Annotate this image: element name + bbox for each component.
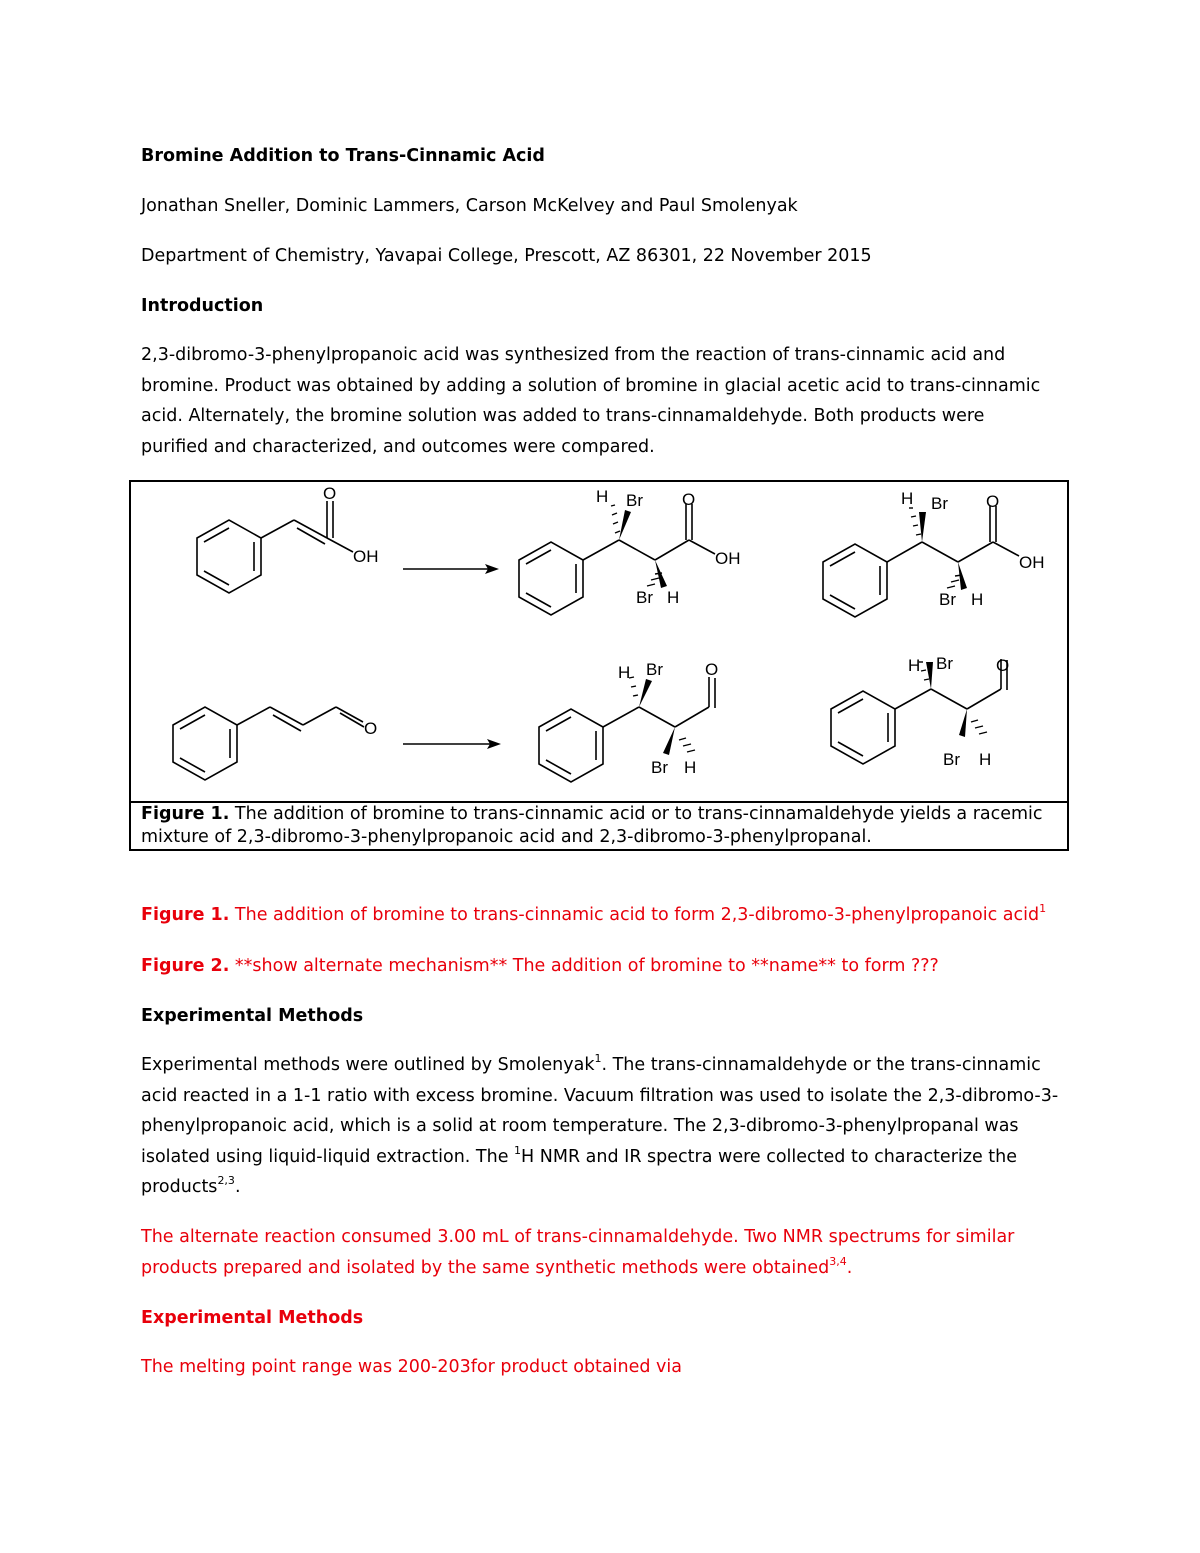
atom-label-h: H: [979, 750, 992, 769]
atom-label-br: Br: [626, 491, 643, 510]
atom-label-br: Br: [943, 750, 960, 769]
red-figure-2-caption: Figure 2. **show alternate mechanism** The addition of bromine to **name** to form ???: [141, 956, 939, 976]
atom-label-h: H: [971, 590, 984, 609]
atom-label-h: H: [901, 489, 914, 508]
caption-text: mixture of 2,3-dibromo-3-phenylpropanoic acid and 2,3-dibromo-3-phenylpropanal.: [141, 827, 872, 847]
authors: Jonathan Sneller, Dominic Lammers, Carson McKelvey and Paul Smolenyak: [141, 196, 798, 216]
atom-label-o: O: [323, 484, 337, 503]
introduction-heading: Introduction: [141, 296, 264, 316]
intro-line: bromine. Product was obtained by adding a solution of bromine in glacial acetic acid to trans-cinnamic: [141, 375, 1041, 396]
atom-label-br: Br: [636, 588, 653, 607]
red-paragraph: The alternate reaction consumed 3.00 mL of trans-cinnamaldehyde. Two NMR spectrums for similar products prepared and isolated by the same synthetic methods were obtained$^{3,4}$.: [141, 1227, 1015, 1278]
red-figure-1-caption: Figure 1. The addition of bromine to trans-cinnamic acid to form 2,3-dibromo-3-phenylpropanoic acid$^1$: [141, 902, 1047, 925]
reaction-scheme-diagram: [131, 482, 1067, 800]
caption-text: The addition of bromine to trans-cinnamic acid or to trans-cinnamaldehyde yields a racemic: [229, 804, 1043, 824]
introduction-paragraph: [141, 340, 1061, 462]
atom-label-h: H: [667, 588, 680, 607]
atom-label-h: H: [684, 758, 697, 777]
atom-label-o: O: [705, 660, 719, 679]
intro-line: 2,3-dibromo-3-phenylpropanoic acid was synthesized from the reaction of trans-cinnamic acid and: [141, 345, 1006, 365]
atom-label-br: Br: [936, 654, 953, 673]
atom-label-br: Br: [651, 758, 668, 777]
page-title: Bromine Addition to Trans-Cinnamic Acid: [141, 146, 545, 166]
atom-label-o: O: [986, 492, 1000, 511]
red-experimental-heading: Experimental Methods: [141, 1308, 364, 1328]
atom-label-br: Br: [646, 660, 663, 679]
experimental-heading: Experimental Methods: [141, 1006, 364, 1026]
atom-label-oh: OH: [353, 547, 379, 566]
figure-1-caption: [131, 801, 1067, 849]
intro-line: acid. Alternately, the bromine solution was added to trans-cinnamaldehyde. Both products were: [141, 406, 985, 426]
atom-label-oh: OH: [1019, 553, 1045, 572]
atom-label-h: H: [618, 663, 631, 682]
affiliation: Department of Chemistry, Yavapai College, Prescott, AZ 86301, 22 November 2015: [141, 246, 872, 266]
atom-label-o: O: [364, 719, 378, 738]
atom-label-o: O: [996, 656, 1010, 675]
atom-label-oh: OH: [715, 549, 741, 568]
atom-label-br: Br: [931, 494, 948, 513]
atom-label-h: H: [596, 487, 609, 506]
red-melting-point-line: The melting point range was 200-203for product obtained via: [141, 1357, 682, 1377]
caption-label: Figure 1.: [141, 804, 230, 824]
atom-label-o: O: [682, 490, 696, 509]
atom-label-h: H: [908, 656, 921, 675]
intro-line: purified and characterized, and outcomes were compared.: [141, 436, 655, 457]
atom-label-br: Br: [939, 590, 956, 609]
figure-1-box: [129, 480, 1069, 851]
experimental-paragraph: Experimental methods were outlined by Smolenyak$^1$. The trans-cinnamaldehyde or the trans-cinnamic acid reacted in a 1-1 ratio with excess bromine. Vacuum filtration was used to isolate the 2,3-dibromo-3- phenylpropanoic acid, which is a solid at room temperature. The 2,3-dibromo-3-phenylpropanal was isolated using liquid-liquid extraction. The $^1$H NMR and IR spectra were collected to characterize the products$^{2,3}$.: [141, 1052, 1059, 1197]
